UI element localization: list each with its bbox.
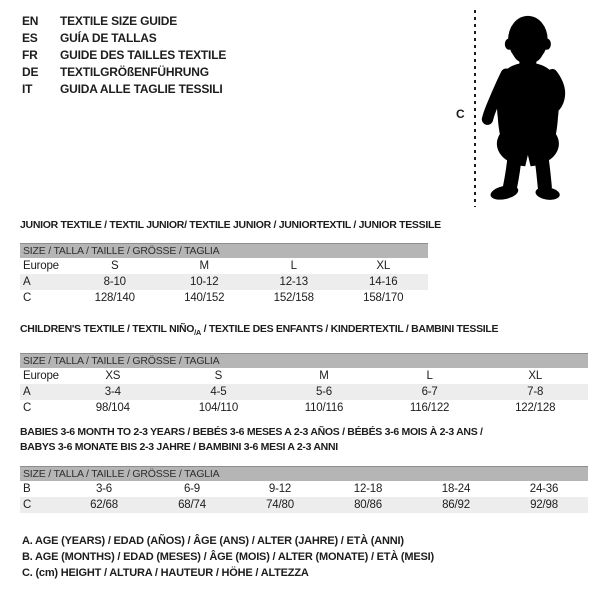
table-cell: 152/158 — [273, 292, 314, 304]
table-title-line2: BABYS 3-6 MONATE BIS 2-3 JAHRE / BAMBINI 3-6 MESI A 2-3 ANNI — [20, 441, 338, 453]
language-code: DE — [22, 65, 39, 79]
language-title-list — [22, 13, 226, 98]
table-cell: 74/80 — [266, 499, 294, 511]
table-row — [20, 258, 428, 274]
language-code: IT — [22, 82, 33, 96]
language-row — [22, 64, 226, 81]
language-title: GUIDE DES TAILLES TEXTILE — [60, 48, 227, 62]
table-cell: 110/116 — [304, 402, 344, 415]
table-cell: 140/152 — [184, 292, 225, 304]
table-cell: 9-12 — [268, 483, 292, 495]
table-row — [20, 481, 588, 497]
table-cell: XL — [376, 260, 391, 272]
language-title: GUÍA DE TALLAS — [60, 31, 157, 45]
table-title — [20, 425, 588, 455]
table-cell: 128/140 — [94, 292, 135, 304]
row-label: A — [23, 276, 31, 288]
toddler-silhouette-icon — [479, 9, 573, 207]
table-cell: 122/128 — [515, 402, 556, 415]
height-measure-label: C — [456, 107, 465, 121]
children-size-table — [20, 322, 588, 416]
table-title-prefix: CHILDREN'S TEXTILE / TEXTIL NIÑO — [20, 323, 195, 335]
table-row — [20, 290, 428, 306]
row-label: C — [23, 499, 32, 511]
language-code: EN — [22, 14, 39, 28]
table-cell: 12-18 — [353, 483, 383, 495]
table-row — [20, 497, 588, 513]
row-label: Europe — [23, 370, 59, 383]
table-cell: M — [319, 370, 329, 383]
table-title: JUNIOR TEXTILE / TEXTIL JUNIOR/ TEXTILE JUNIOR / JUNIORTEXTIL / JUNIOR TESSILE — [20, 219, 441, 231]
table-cell: XS — [105, 370, 121, 383]
table-cell: 18-24 — [441, 483, 471, 495]
table-cell: 68/74 — [178, 499, 206, 511]
table-cell: M — [199, 260, 209, 272]
table-cell: 8-10 — [103, 276, 126, 288]
babies-size-table — [20, 425, 588, 513]
language-title: TEXTILE SIZE GUIDE — [60, 14, 178, 28]
table-cell: 62/68 — [90, 499, 118, 511]
language-code: ES — [22, 31, 38, 45]
row-label: C — [23, 402, 32, 415]
table-cell: 6-9 — [183, 483, 201, 495]
language-code: FR — [22, 48, 38, 62]
table-row — [20, 400, 588, 416]
language-title: TEXTILGRÖßENFÜHRUNG — [60, 65, 209, 79]
table-cell: 92/98 — [530, 499, 558, 511]
row-label: Europe — [23, 260, 59, 272]
table-cell: 10-12 — [190, 276, 219, 288]
language-row — [22, 47, 226, 64]
note-age-months: B. AGE (MONTHS) / EDAD (MESES) / ÂGE (MOIS) / ALTER (MONATE) / ETÀ (MESI) — [22, 551, 434, 563]
table-cell: 12-13 — [279, 276, 308, 288]
table-title — [20, 322, 588, 340]
size-header-bar: SIZE / TALLA / TAILLE / GRÖSSE / TAGLIA — [20, 243, 428, 258]
table-cell: XL — [528, 370, 543, 383]
table-cell: 14-16 — [369, 276, 398, 288]
table-cell: 104/110 — [198, 402, 239, 415]
table-cell: 3-6 — [95, 483, 113, 495]
table-cell: 86/92 — [442, 499, 470, 511]
language-row — [22, 13, 226, 30]
table-cell: 4-5 — [210, 386, 227, 399]
language-row — [22, 30, 226, 47]
table-cell: 116/122 — [409, 402, 450, 415]
height-measure-dashed-line — [474, 10, 476, 207]
table-row — [20, 368, 588, 384]
table-cell: L — [290, 260, 297, 272]
table-cell: 80/86 — [354, 499, 382, 511]
legend-notes — [22, 533, 434, 581]
note-height-cm: C. (cm) HEIGHT / ALTURA / HAUTEUR / HÖHE / ALTEZZA — [22, 567, 309, 579]
table-cell: S — [214, 370, 223, 383]
row-label: A — [23, 386, 31, 399]
table-cell: 98/104 — [95, 402, 130, 415]
size-header-bar: SIZE / TALLA / TAILLE / GRÖSSE / TAGLIA — [20, 353, 588, 368]
table-title-line1: BABIES 3-6 MONTH TO 2-3 YEARS / BEBÉS 3-6 MESES A 2-3 AÑOS / BÉBÉS 3-6 MOIS À 2-3 ANS / — [20, 426, 483, 438]
table-cell: 158/170 — [363, 292, 404, 304]
table-cell: 24-36 — [529, 483, 559, 495]
row-label: B — [23, 483, 31, 495]
table-title-suffix: / TEXTILE DES ENFANTS / KINDERTEXTIL / BAMBINI TESSILE — [201, 323, 499, 335]
row-label: C — [23, 292, 32, 304]
junior-size-table — [20, 218, 441, 306]
table-cell: 5-6 — [315, 386, 332, 399]
table-title-subscript: /A — [194, 328, 202, 338]
table-cell: S — [111, 260, 119, 272]
language-row — [22, 81, 226, 98]
table-row — [20, 384, 588, 400]
table-cell: 3-4 — [104, 386, 121, 399]
table-cell: L — [426, 370, 433, 383]
table-cell: 6-7 — [421, 386, 438, 399]
note-age-years: A. AGE (YEARS) / EDAD (AÑOS) / ÂGE (ANS) / ALTER (JAHRE) / ETÀ (ANNI) — [22, 535, 404, 547]
size-header-bar: SIZE / TALLA / TAILLE / GRÖSSE / TAGLIA — [20, 466, 588, 481]
table-row — [20, 274, 428, 290]
language-title: GUIDA ALLE TAGLIE TESSILI — [60, 82, 223, 96]
table-cell: 7-8 — [527, 386, 544, 399]
